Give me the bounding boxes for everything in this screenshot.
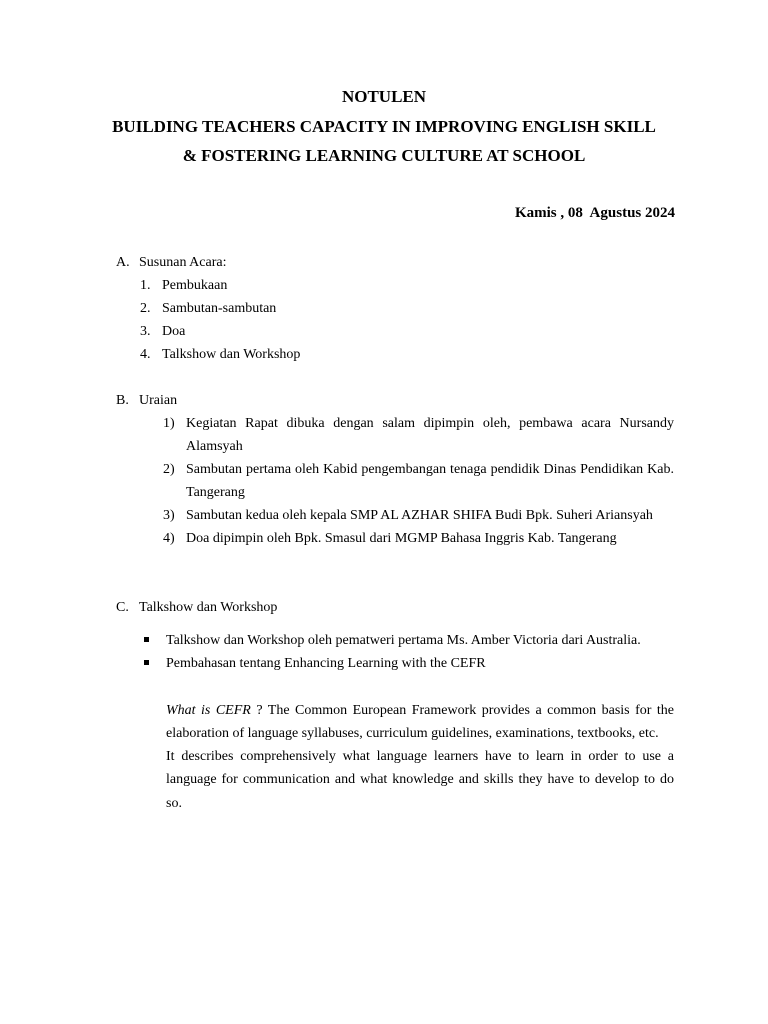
agenda-item: Pembukaan bbox=[162, 278, 228, 293]
section-c-marker: C. bbox=[116, 600, 129, 615]
talkshow-bullet-item: Talkshow dan Workshop oleh pematweri pertama Ms. Amber Victoria dari Australia. bbox=[166, 633, 641, 648]
section-b-heading: Uraian bbox=[139, 393, 178, 408]
agenda-item-number: 1. bbox=[140, 278, 151, 293]
description-item: Sambutan pertama oleh Kabid pengembangan tenaga pendidik Dinas Pendidikan Kab. Tangerang bbox=[186, 462, 674, 501]
agenda-item-number: 2. bbox=[140, 301, 151, 316]
agenda-item-number: 4. bbox=[140, 347, 151, 362]
square-bullet-icon bbox=[144, 660, 149, 665]
cefr-definition: ? The Common European Framework provides a common basis for the elaboration of language syllabuses, curriculum guidelines, examinations, textbooks, etc. bbox=[166, 703, 674, 742]
description-item-number: 4) bbox=[163, 531, 175, 546]
description-item-number: 1) bbox=[163, 416, 175, 431]
event-title-line-2: & FOSTERING LEARNING CULTURE AT SCHOOL bbox=[182, 146, 586, 165]
talkshow-bullet-item: Pembahasan tentang Enhancing Learning with the CEFR bbox=[166, 656, 486, 671]
section-a-heading: Susunan Acara: bbox=[139, 255, 227, 270]
description-item: Sambutan kedua oleh kepala SMP AL AZHAR SHIFA Budi Bpk. Suheri Ariansyah bbox=[186, 508, 653, 523]
description-item-number: 2) bbox=[163, 462, 175, 477]
description-item-number: 3) bbox=[163, 508, 175, 523]
agenda-item: Talkshow dan Workshop bbox=[162, 347, 301, 362]
section-b-marker: B. bbox=[116, 393, 129, 408]
event-title-line-1: BUILDING TEACHERS CAPACITY IN IMPROVING ENGLISH SKILL bbox=[112, 117, 656, 136]
cefr-question: What is CEFR bbox=[166, 703, 251, 718]
agenda-item-number: 3. bbox=[140, 324, 151, 339]
agenda-item: Doa bbox=[162, 324, 186, 339]
section-a-marker: A. bbox=[116, 255, 130, 270]
agenda-item: Sambutan-sambutan bbox=[162, 301, 277, 316]
document-title: NOTULEN bbox=[341, 87, 427, 106]
description-item: Kegiatan Rapat dibuka dengan salam dipimpin oleh, pembawa acara Nursandy Alamsyah bbox=[186, 416, 674, 455]
section-c-heading: Talkshow dan Workshop bbox=[139, 600, 278, 615]
cefr-description: It describes comprehensively what language learners have to learn in order to use a language for communication and what knowledge and skills they have to develop to do so. bbox=[166, 749, 674, 811]
square-bullet-icon bbox=[144, 637, 149, 642]
meeting-date: Kamis , 08 Agustus 2024 bbox=[514, 205, 675, 221]
cefr-paragraph bbox=[166, 699, 674, 746]
description-item: Doa dipimpin oleh Bpk. Smasul dari MGMP Bahasa Inggris Kab. Tangerang bbox=[186, 531, 617, 546]
